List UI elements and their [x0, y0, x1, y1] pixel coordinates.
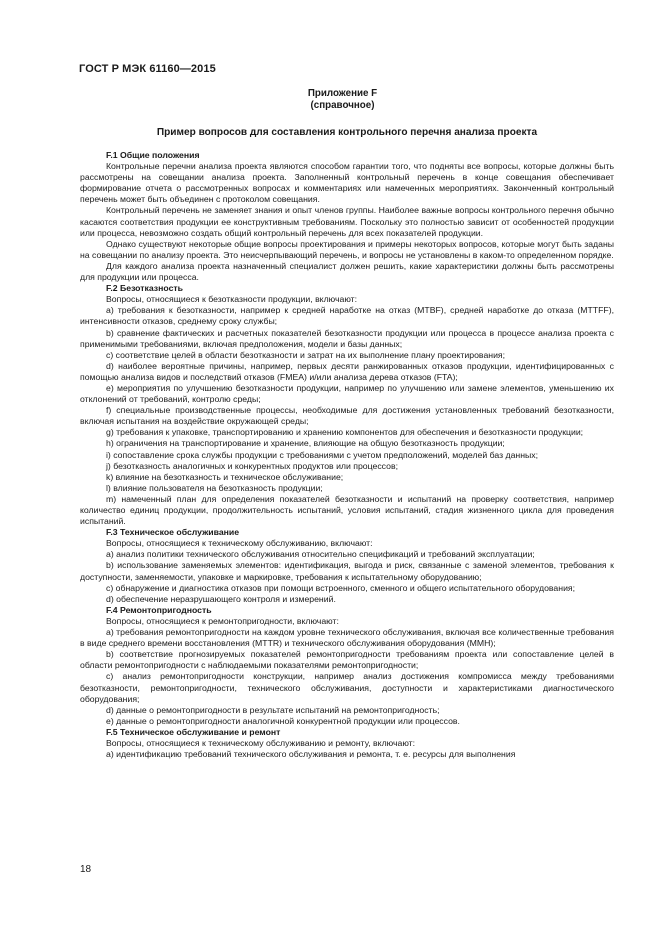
- paragraph: a) требования к безотказности, например к средней наработке на отказ (MTBF), средней наработке до отказа (MTTFF), интенсивности отказов, среднему сроку службы;: [80, 305, 614, 327]
- paragraph: Контрольный перечень не заменяет знания и опыт членов группы. Наиболее важные вопросы контрольного перечня обычно касаются соответствия продукции ее конструктивным требованиям. Поскольку это полностью зависит от особенностей продукции или процесса, невозможно создать общий контрольный перечень для всех показателей продукции.: [80, 205, 614, 238]
- paragraph: d) наиболее вероятные причины, например, первых десяти ранжированных отказов продукции, идентифицированных с помощью анализа видов и последствий отказов (FMEA) и/или анализа дерева отказов (FTA);: [80, 360, 614, 382]
- paragraph: b) сравнение фактических и расчетных показателей безотказности продукции или процесса в процессе анализа проекта с применимыми требованиями, включая предположения, модели и базы данных;: [80, 327, 614, 349]
- paragraph: Вопросы, относящиеся к ремонтопригодности, включают:: [106, 615, 339, 626]
- paragraph: a) идентификацию требований технического обслуживания и ремонта, т. е. ресурсы для выполнения: [106, 749, 516, 760]
- paragraph: c) соответствие целей в области безотказности и затрат на их выполнение плану проектирования;: [106, 349, 506, 360]
- section-heading: F.1 Общие положения: [106, 150, 200, 160]
- annex-title: Приложение F: [307, 88, 378, 99]
- paragraph: l) влияние пользователя на безотказность продукции;: [106, 482, 323, 493]
- section-heading: F.4 Ремонтопригодность: [106, 604, 212, 615]
- paragraph: d) данные о ремонтопригодности в результате испытаний на ремонтопригодность;: [106, 704, 440, 715]
- paragraph: c) обнаружение и диагностика отказов при помощи встроенного, сменного и общего испытательного оборудования;: [106, 582, 576, 593]
- paragraph: f) специальные производственные процессы, необходимые для достижения установленных требований безотказности, включая испытания на воздействие окружающей среды;: [80, 405, 614, 427]
- paragraph: Для каждого анализа проекта назначенный специалист должен решить, какие характеристики должны быть рассмотрены для продукции или процесса.: [80, 260, 614, 283]
- paragraph: m) намеченный план для определения показателей безотказности и испытаний на проверку соответствия, например количество единиц продукции, продолжительность испытаний, условия испытаний, стадия жизненного цикла для проведения испытаний.: [80, 493, 614, 527]
- paragraph: a) требования ремонтопригодности на каждом уровне технического обслуживания, включая все количественные требования в виде среднего времени восстановления (MTTR) и технического обслуживания оборудования (MMH);: [80, 627, 614, 649]
- paragraph: b) использование заменяемых элементов: идентификация, выгода и риск, связанные с заменой элементов, требования к доступности, заменяемости, упаковке и маркировке, требования к испытательному оборудованию;: [80, 560, 614, 582]
- paragraph: j) безотказность аналогичных и конкурентных продуктов или процессов;: [106, 460, 398, 471]
- paragraph: Вопросы, относящиеся к техническому обслуживанию и ремонту, включают:: [106, 737, 416, 748]
- paragraph: k) влияние на безотказность и техническое обслуживание;: [106, 471, 344, 482]
- document-title: Пример вопросов для составления контрольного перечня анализа проекта: [156, 127, 538, 138]
- annex-heading: [0, 88, 661, 112]
- paragraph: h) ограничения на транспортирование и хранение, влияющие на общую безотказность продукции;: [106, 438, 505, 449]
- section-heading: F.3 Техническое обслуживание: [106, 527, 240, 538]
- paragraph: i) сопоставление срока службы продукции с требованиями с учетом предположений, моделей баз данных;: [106, 449, 539, 460]
- paragraph: Контрольные перечни анализа проекта являются способом гарантии того, что подняты все вопросы, которые должны быть рассмотрены на совещании анализа проекта. Заполненный контрольный перечень в конце совещания обеспечивает формирование отчета о рассмотренных вопросах и комментариях или намеченных мероприятиях. Законченный контрольный перечень может быть объединен с протоколом совещания.: [80, 161, 614, 205]
- paragraph: c) анализ ремонтопригодности конструкции, например анализ достижения компромисса между требованиями безотказности, ремонтопригодности, технического обслуживания, доступности и характеристиками диагностического оборудования;: [80, 671, 614, 704]
- paragraph: e) мероприятия по улучшению безотказности продукции, например по улучшению или замене элементов, уменьшению их отклонений от требований, контролю среды;: [80, 382, 614, 405]
- paragraph: Вопросы, относящиеся к техническому обслуживанию, включают:: [106, 538, 373, 549]
- section-heading: F.5 Техническое обслуживание и ремонт: [106, 726, 281, 737]
- paragraph: a) анализ политики технического обслуживания относительно спецификаций и требований эксплуатации;: [106, 549, 535, 560]
- page-number: 18: [80, 864, 92, 875]
- annex-subtitle: (справочное): [310, 100, 375, 111]
- paragraph: d) обеспечение неразрушающего контроля и измерений.: [106, 593, 336, 604]
- paragraph: Вопросы, относящиеся к безотказности продукции, включают:: [106, 294, 358, 305]
- standard-header: ГОСТ Р МЭК 61160—2015: [79, 63, 216, 75]
- paragraph: g) требования к упаковке, транспортированию и хранению компонентов для обеспечения и безотказности продукции;: [106, 427, 584, 438]
- paragraph: e) данные о ремонтопригодности аналогичной конкурентной продукции или процессов.: [106, 715, 460, 726]
- section-heading: F.2 Безотказность: [106, 283, 183, 294]
- paragraph: b) соответствие прогнозируемых показателей ремонтопригодности требованиям проекта или сопоставление целей в области ремонтопригодности с наблюдаемыми показателями ремонтопригодности;: [80, 649, 614, 671]
- document-body: [80, 150, 614, 760]
- paragraph: Однако существуют некоторые общие вопросы проектирования и примеры некоторых вопросов, которые могут быть заданы на совещании по анализу проекта. Это неисчерпывающий перечень, и вопросы не установлены в каком-то определенном порядке.: [80, 238, 614, 260]
